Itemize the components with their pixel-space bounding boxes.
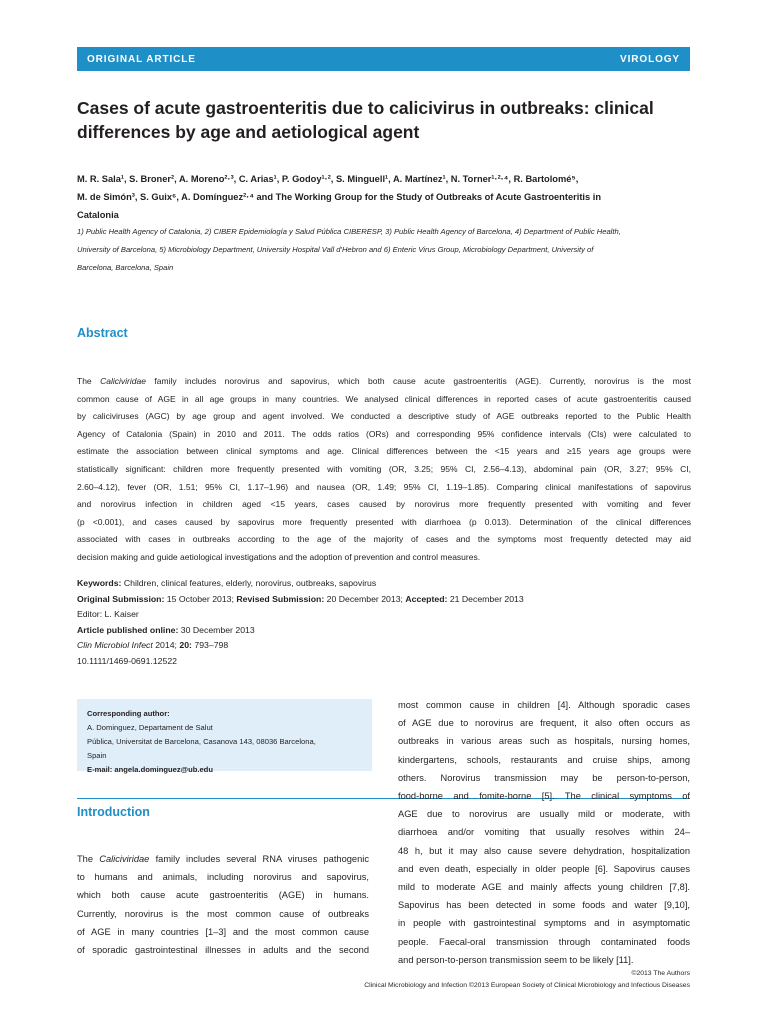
text-line: outbreaks in various areas such as hospitals, nursing homes, <box>398 736 690 747</box>
published-row <box>77 623 691 639</box>
editor-row: Editor: L. Kaiser <box>77 609 139 620</box>
text-line: estimate the association between clinical symptoms and age. Clinical differences between the <15 years and ≥15 years age groups were <box>77 446 691 457</box>
text-line: decision making and guide aetiological investigations and the adoption of prevention and control measures. <box>77 551 481 562</box>
affiliation-line: University of Barcelona, 5) Microbiology Department, University Hospital Vall d'Hebron and 6) Enteric Virus Group, Microbiology Department, University of <box>77 245 594 254</box>
published-label: Article published online: <box>77 624 179 635</box>
text-line: food-borne and fomite-borne [5]. The clinical symptoms of <box>398 791 690 802</box>
page-footer <box>364 968 690 992</box>
text-line: mild to moderate AGE and mainly affects young children [7,8]. <box>398 882 690 893</box>
introduction-heading: Introduction <box>77 805 150 819</box>
article-metadata <box>77 576 691 670</box>
author-list <box>77 170 697 224</box>
corresponding-name: A. Dominguez, Departament de Salut <box>87 723 213 732</box>
text-line: and person-to-person transmission seem to be likely [11]. <box>398 954 634 965</box>
text-line: diarrhoea and/or vomiting that usually resolves within 24– <box>398 827 690 838</box>
journal-name: Clin Microbiol Infect <box>77 640 153 651</box>
journal-pages: 793–798 <box>191 640 229 651</box>
text-line: The Caliciviridae family includes norovirus and sapovirus, which both cause acute gastroenteritis (AGE). Currently, norovirus is the most <box>77 376 692 386</box>
affiliation-line: Barcelona, Barcelona, Spain <box>77 263 174 272</box>
introduction-left-column <box>77 850 369 959</box>
section-label: ORIGINAL ARTICLE <box>87 53 196 65</box>
corresponding-label: Corresponding author: <box>87 709 170 718</box>
text-line: and norovirus infection in children aged <15 years, cases caused by norovirus more frequently presented with vomiting and fever <box>77 499 691 510</box>
text-line: and even death, especially in older people [6]. Sapovirus causes <box>398 863 690 874</box>
corresponding-address: Pública, Universitat de Barcelona, Casanova 143, 08036 Barcelona, <box>87 737 316 746</box>
journal-volume: 20: <box>179 640 192 651</box>
article-title <box>77 96 697 144</box>
text-line: AGE due to norovirus are usually mild or moderate, with <box>398 809 690 820</box>
authors-line: Catalonia <box>77 210 119 220</box>
text-line: 48 h, but it may also cause severe dehydration, hospitalization <box>398 845 690 856</box>
article-type-banner <box>77 47 690 71</box>
text-line: common cause of AGE in all age groups in many countries. We analysed clinical differences in reported cases of acute gastroenteritis caused <box>77 393 691 404</box>
text-line: of AGE due to norovirus are frequent, it also often occurs as <box>398 718 690 729</box>
revised-submission-label: Revised Submission: <box>236 593 325 604</box>
keywords-row <box>77 576 691 592</box>
text-line: The Caliciviridae family includes several RNA viruses pathogenic <box>77 854 369 864</box>
text-line: associated with cases in outbreaks according to the age of the majority of cases and the symptoms most frequently detected may aid <box>77 534 691 545</box>
text-line: Sapovirus has been detected in some foods and water [9,10], <box>398 900 690 911</box>
text-line: 2.60–4.12), fever (OR, 1.51; 95% CI, 1.17–1.96) and nausea (OR, 1.49; 95% CI, 1.19–1.85). Comparing clinical manifestations of sapovirus <box>77 481 691 492</box>
corresponding-email[interactable]: E-mail: angela.dominguez@ub.edu <box>87 765 213 774</box>
affiliation-line: 1) Public Health Agency of Catalonia, 2) CIBER Epidemiología y Salud Pública CIBERESP, 3) Public Health Agency of Barcelona, 4) Department of Public Health, <box>77 227 621 236</box>
text-line: in people with gastrointestinal symptoms and in asymptomatic <box>398 918 690 929</box>
text-line: others. Norovirus transmission may be person-to-person, <box>398 772 690 783</box>
copyright-line: ©2013 The Authors <box>631 970 690 977</box>
text-line: of sporadic gastrointestinal illnesses in adults and the second <box>77 945 369 956</box>
text-line: (p <0.001), and cases caused by sapovirus more frequently presented with diarrhoea (p 0.013). Determination of the clinical differences <box>77 516 691 527</box>
title-line: differences by age and aetiological agent <box>77 122 420 142</box>
affiliations <box>77 223 697 277</box>
abstract-text <box>77 373 691 567</box>
text-line: Currently, norovirus is the most common cause of outbreaks <box>77 908 369 919</box>
journal-year: 2014; <box>152 640 180 651</box>
text-line: Agency of Catalonia (Spain) in 2010 and 2011. The odds ratios (ORs) and corresponding 95% confidence intervals (CIs) were calculated to <box>77 428 691 439</box>
abstract-heading: Abstract <box>77 326 128 340</box>
original-submission-date: 15 October 2013; <box>166 593 234 604</box>
journal-line: Clinical Microbiology and Infection ©2013 European Society of Clinical Microbiology and Infectious Diseases <box>364 982 690 989</box>
doi[interactable]: 10.1111/1469-0691.12522 <box>77 655 177 666</box>
accepted-date: 21 December 2013 <box>449 593 524 604</box>
corresponding-country: Spain <box>87 751 107 760</box>
text-line: statistically significant: children more frequently presented with vomiting (OR, 3.25; 95% CI, 2.56–4.13), abdominal pain (OR, 3.27; 95% CI, <box>77 463 691 474</box>
revised-submission-date: 20 December 2013; <box>326 593 403 604</box>
text-line: most common cause in children [4]. Although sporadic cases <box>398 700 690 710</box>
authors-line: M. R. Sala¹, S. Broner², A. Moreno²·³, C. Arias¹, P. Godoy¹·², S. Minguell¹, A. Martínez¹, N. Torner¹·²·⁴, R. Bartolomé⁵, <box>77 174 579 184</box>
corresponding-author-box <box>77 699 372 774</box>
keywords-value: Children, clinical features, elderly, norovirus, outbreaks, sapovirus <box>123 578 377 588</box>
published-date: 30 December 2013 <box>180 624 255 635</box>
category-label: VIROLOGY <box>620 53 680 65</box>
text-line: by caliciviruses (AGC) by age group and agent involved. We conducted a descriptive study of AGE outbreaks reported to the Public Health <box>77 411 691 422</box>
authors-line: M. de Simón³, S. Guix⁶, A. Domínguez²·⁴ and The Working Group for the Study of Outbreaks of Acute Gastroenteritis in <box>77 192 602 202</box>
text-line: of AGE in many countries [1–3] and the most common cause <box>77 926 369 937</box>
text-line: to humans and animals, including norovirus and sapovirus, <box>77 872 369 883</box>
title-line: Cases of acute gastroenteritis due to calicivirus in outbreaks: clinical <box>77 98 654 118</box>
accepted-label: Accepted: <box>405 593 448 604</box>
introduction-right-column <box>398 696 690 969</box>
submission-row <box>77 592 691 608</box>
text-line: kindergartens, schools, restaurants and cruise ships, among <box>398 754 690 765</box>
original-submission-label: Original Submission: <box>77 593 165 604</box>
corresponding-line <box>87 707 362 735</box>
text-line: which both cause acute gastroenteritis (AGE) in humans. <box>77 890 369 901</box>
citation-row <box>77 638 691 654</box>
keywords-label: Keywords: <box>77 578 122 588</box>
text-line: people. Faecal-oral transmission through contaminated foods <box>398 936 690 947</box>
